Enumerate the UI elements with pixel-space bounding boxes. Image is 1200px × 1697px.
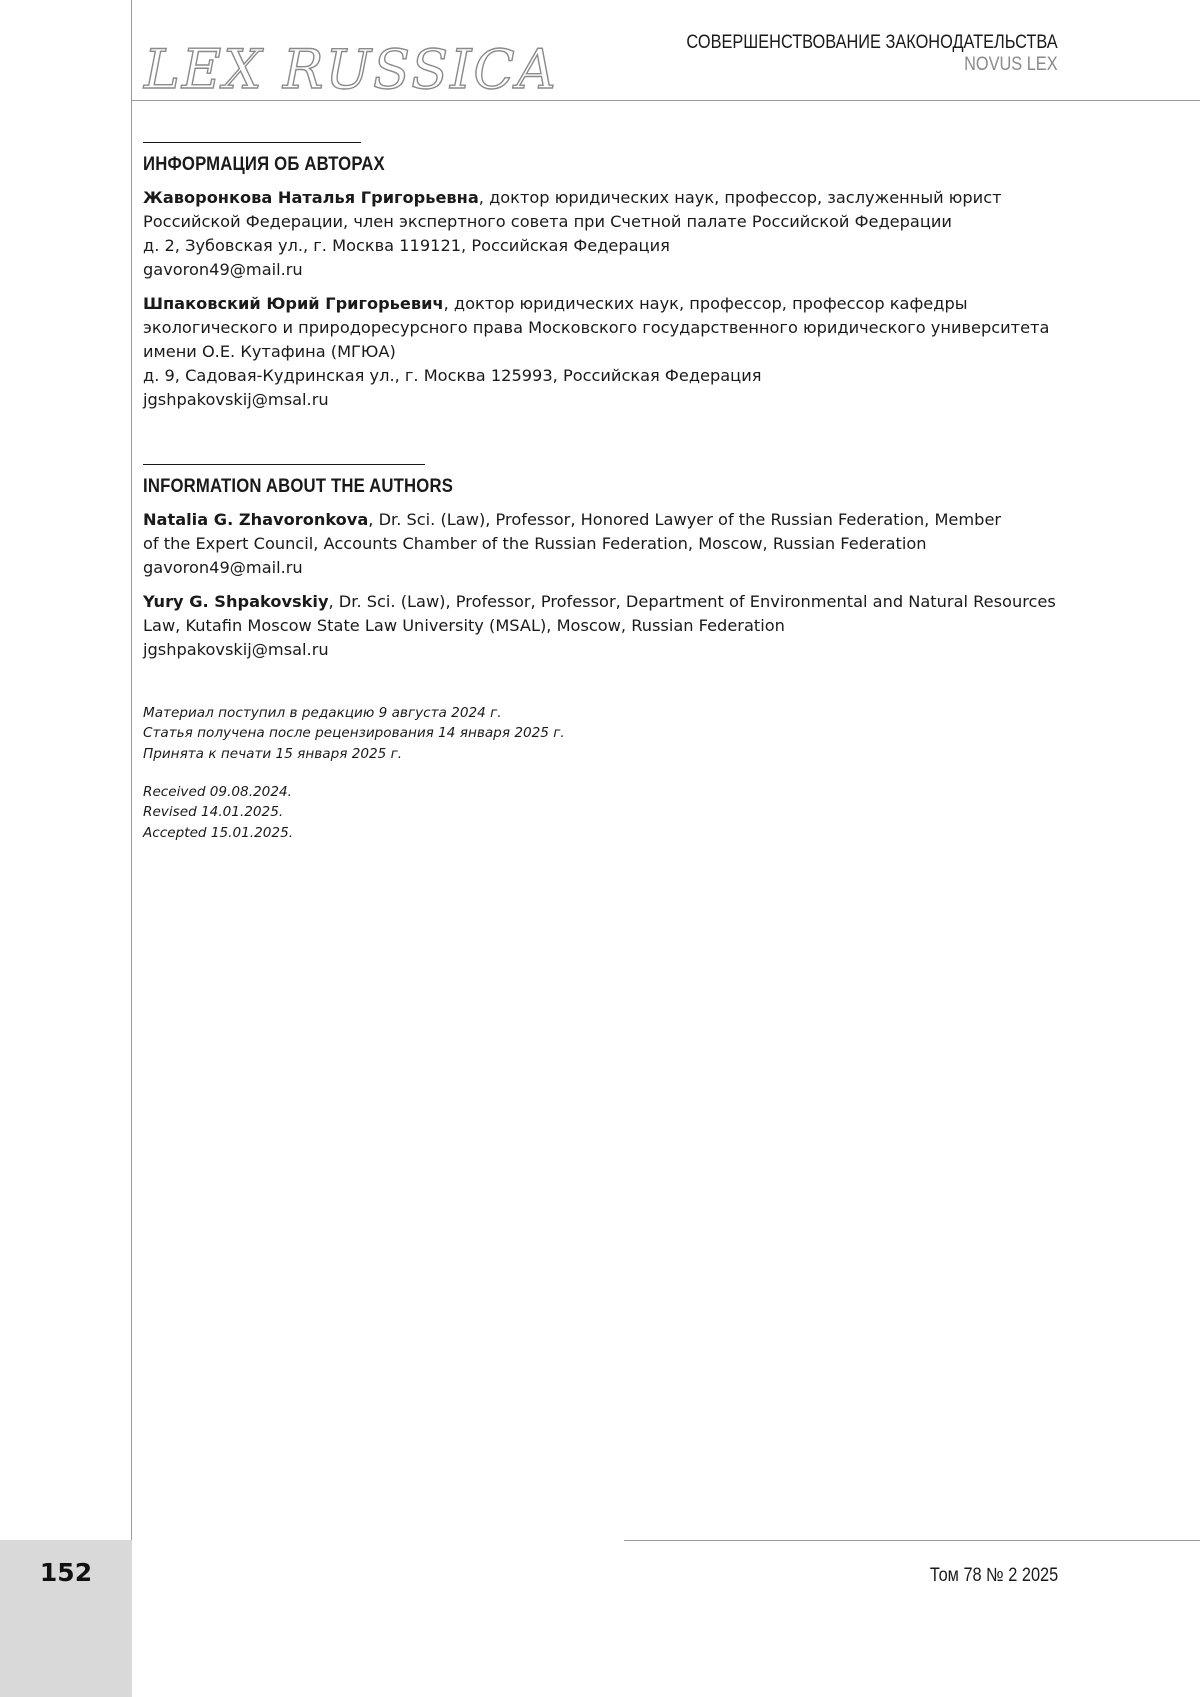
section-title: СОВЕРШЕНСТВОВАНИЕ ЗАКОНОДАТЕЛЬСТВА [686, 32, 1058, 53]
running-header [687, 32, 1058, 76]
author-address: д. 2, Зубовская ул., г. Москва 119121, Российская Федерация [143, 236, 670, 255]
author-name: Natalia G. Zhavoronkova [143, 510, 369, 529]
section-rule [143, 142, 361, 143]
author-name: Шпаковский Юрий Григорьевич [143, 294, 444, 313]
subsection-title: NOVUS LEX [964, 54, 1058, 75]
authors-info-en [143, 464, 1063, 672]
author-entry [143, 508, 1063, 580]
issue-info: Том 78 № 2 2025 [929, 1565, 1058, 1586]
left-margin [0, 0, 132, 1697]
authors-info-ru [143, 142, 1063, 422]
header-divider [132, 100, 1200, 101]
section-heading: INFORMATION ABOUT THE AUTHORS [143, 476, 454, 497]
date-accepted: Accepted 15.01.2025. [143, 824, 294, 841]
dates-ru [143, 703, 565, 764]
section-heading: ИНФОРМАЦИЯ ОБ АВТОРАХ [143, 154, 385, 175]
author-email: jgshpakovskij@msal.ru [143, 640, 329, 659]
author-description: , Dr. Sci. (Law), Professor, Honored Lawyer of the Russian Federation, Member [368, 510, 1002, 529]
date-revised: Статья получена после рецензирования 14 января 2025 г. [143, 725, 565, 742]
author-description: of the Expert Council, Accounts Chamber of the Russian Federation, Moscow, Russian Federation [143, 534, 927, 553]
journal-logo: LEX RUSSICA [144, 38, 558, 101]
author-description: , Dr. Sci. (Law), Professor, Professor, Department of Environmental and Natural Resources [328, 592, 1056, 611]
author-email: jgshpakovskij@msal.ru [143, 390, 329, 409]
dates-en [143, 782, 293, 843]
section-rule [143, 464, 425, 465]
footer-divider [624, 1540, 1200, 1541]
author-description: , доктор юридических наук, профессор, профессор кафедры [443, 294, 968, 313]
author-email: gavoron49@mail.ru [143, 260, 303, 279]
author-name: Yury G. Shpakovskiy [143, 592, 329, 611]
author-description: Law, Kutafin Moscow State Law University (MSAL), Moscow, Russian Federation [143, 616, 785, 635]
page-number: 152 [39, 1558, 93, 1587]
author-entry [143, 186, 1063, 282]
date-accepted: Принята к печати 15 января 2025 г. [143, 745, 403, 762]
author-name: Жаворонкова Наталья Григорьевна [143, 188, 479, 207]
author-description: Российской Федерации, член экспертного совета при Счетной палате Российской Федерации [143, 212, 952, 231]
author-entry [143, 590, 1063, 662]
author-entry [143, 292, 1063, 412]
author-address: д. 9, Садовая-Кудринская ул., г. Москва 125993, Российская Федерация [143, 366, 762, 385]
author-description: экологического и природоресурсного права Московского государственного юридического университета [143, 318, 1050, 337]
author-description: , доктор юридических наук, профессор, заслуженный юрист [478, 188, 1002, 207]
author-description: имени О.Е. Кутафина (МГЮА) [143, 342, 396, 361]
date-revised: Revised 14.01.2025. [143, 804, 284, 821]
author-email: gavoron49@mail.ru [143, 558, 303, 577]
date-received: Received 09.08.2024. [143, 784, 292, 800]
date-received: Материал поступил в редакцию 9 августа 2024 г. [143, 705, 502, 721]
